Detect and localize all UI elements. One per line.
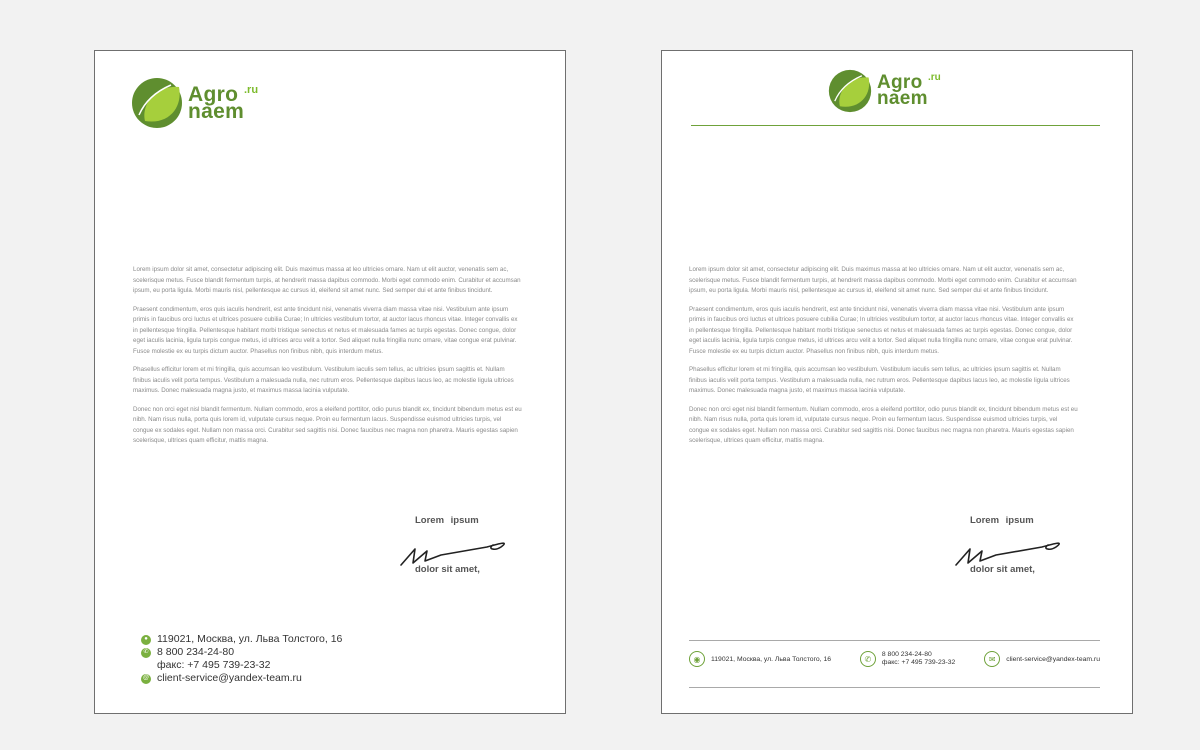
footer-contacts bbox=[689, 651, 1100, 667]
footer-address bbox=[689, 651, 831, 667]
email-text: client-service@yandex-team.ru bbox=[157, 672, 302, 684]
email-icon: ✉ bbox=[984, 651, 1000, 667]
address-row bbox=[141, 633, 342, 646]
footer-divider-top bbox=[689, 640, 1100, 641]
footer-email bbox=[984, 651, 1100, 667]
signer-name: Lorem ipsum bbox=[415, 515, 479, 526]
email-row bbox=[141, 672, 342, 685]
brand-suffix: .ru bbox=[244, 84, 259, 96]
leaf-logo-icon bbox=[131, 77, 183, 129]
paragraph: Donec non orci eget nisl blandit fermentum. Nullam commodo, eros a eleifend porttitor, odio purus blandit ex, tincidunt bibendum metus est eu nibh. Nam risus nulla, porta quis lorem id, vulputate cursus neque. Proin eu fermentum lacus. Suspendisse euismod ultricies turpis, vel congue ex sodales eget. Nullam non massa orci. Curabitur sed sagittis nisi. Donec faucibus nec magna non pharetra. Mauris egestas sapien scelerisque, ultrices quam efficitur, mattis magna. bbox=[133, 405, 522, 444]
footer-divider-bottom bbox=[689, 687, 1100, 688]
letterhead-sheet-right bbox=[661, 50, 1133, 714]
location-icon: ● bbox=[141, 635, 151, 645]
header-divider bbox=[691, 125, 1100, 126]
brand-line2: naem bbox=[188, 100, 245, 123]
paragraph: Phasellus efficitur lorem et mi fringilla, quis accumsan leo vestibulum. Vestibulum iaculis sem tellus, ac ultricies ipsum sagittis et. Nullam finibus iaculis velit porta tempus. Vestibulum a malesuada nulla, nec rutrum eros. Pellentesque dapibus lacus leo, ac molestie ligula ultrices maximus. Donec malesuada magna justo, et maximus massa lacinia vulputate. bbox=[689, 366, 1070, 394]
letter-body bbox=[133, 265, 523, 455]
fax-text: факс: +7 495 739-23-32 bbox=[881, 659, 956, 666]
letterhead-sheet-left bbox=[94, 50, 566, 714]
brand-line2: naem bbox=[877, 88, 928, 109]
brand-logo bbox=[131, 77, 259, 129]
location-icon: ◉ bbox=[689, 651, 705, 667]
email-icon: @ bbox=[141, 674, 151, 684]
footer-phone bbox=[860, 651, 955, 667]
leaf-logo-icon bbox=[828, 69, 872, 113]
paragraph: Praesent condimentum, eros quis iaculis hendrerit, est ante tincidunt nisi, venenatis viverra diam massa vitae nisi. Vestibulum ante ipsum primis in faucibus orci luctus et ultrices posuere cubilia Curae; In ultricies vestibulum tortor, at auctor lacus rhoncus vitae. Integer convallis ex in pellentesque fringilla. Pellentesque habitant morbi tristique senectus et netus et malesuada fames ac turpis egestas. Donec congue, dolor eget iaculis lacinia, ligula turpis congue metus, id ultrices arcu velit a tortor. Sed aliquet nulla fringilla nunc ornare, vitae congue erat pulvinar. Fusce molestie ex eu turpis dictum auctor. Phasellus non finibus nibh, quis interdum metus. bbox=[133, 305, 518, 355]
brand-wordmark bbox=[877, 72, 941, 109]
paragraph: Praesent condimentum, eros quis iaculis hendrerit, est ante tincidunt nisi, venenatis viverra diam massa vitae nisi. Vestibulum ante ipsum primis in faucibus orci luctus et ultrices posuere cubilia Curae; In ultricies vestibulum tortor, at auctor lacus rhoncus vitae. Integer convallis ex in pellentesque fringilla. Pellentesque habitant morbi tristique senectus et netus et malesuada fames ac turpis egestas. Donec congue, dolor eget iaculis lacinia, ligula turpis congue metus, id ultrices arcu velit a tortor. Sed aliquet nulla fringilla nunc ornare, vitae congue erat pulvinar. Fusce molestie ex eu turpis dictum auctor. Phasellus non finibus nibh, quis interdum metus. bbox=[689, 305, 1074, 355]
phone-row bbox=[141, 646, 342, 659]
brand-line1: Agro bbox=[877, 72, 923, 93]
phone-text: 8 800 234-24-80 bbox=[157, 646, 235, 658]
brand-logo bbox=[828, 69, 941, 113]
paragraph: Phasellus efficitur lorem et mi fringilla, quis accumsan leo vestibulum. Vestibulum iaculis sem tellus, ac ultricies ipsum sagittis et. Nullam finibus iaculis velit porta tempus. Vestibulum a malesuada nulla, nec rutrum eros. Pellentesque dapibus lacus leo, ac molestie ligula ultrices maximus. Donec malesuada magna justo, et maximus massa lacinia vulputate. bbox=[133, 366, 514, 394]
signer-name: Lorem ipsum bbox=[970, 515, 1034, 526]
brand-line1: Agro bbox=[188, 83, 239, 106]
brand-wordmark bbox=[188, 83, 259, 123]
address-text: 119021, Москва, ул. Льва Толстого, 16 bbox=[711, 655, 832, 663]
contact-block bbox=[141, 633, 342, 685]
phone-icon: ✆ bbox=[141, 648, 151, 658]
signer-role: dolor sit amet, bbox=[970, 564, 1035, 575]
paragraph: Lorem ipsum dolor sit amet, consectetur adipiscing elit. Duis maximus massa at leo ultricies ornare. Nam ut elit auctor, venenatis sem ac, scelerisque metus. Fusce blandit fermentum turpis, at hendrerit massa dapibus commodo. Morbi eget commodo enim. Curabitur et accumsan ipsum, eu porta ligula. Morbi mauris nisl, pellentesque ac cursus id, eleifend sit amet nunc. Sed semper dui et ante finibus tincidunt. bbox=[133, 266, 521, 294]
phone-text: 8 800 234-24-80 bbox=[881, 651, 932, 658]
brand-suffix: .ru bbox=[928, 72, 941, 83]
paragraph: Lorem ipsum dolor sit amet, consectetur adipiscing elit. Duis maximus massa at leo ultricies ornare. Nam ut elit auctor, venenatis sem ac, scelerisque metus. Fusce blandit fermentum turpis, at hendrerit massa dapibus commodo. Morbi eget commodo enim. Curabitur et accumsan ipsum, eu porta ligula. Morbi mauris nisl, pellentesque ac cursus id, eleifend sit amet nunc. Sed semper dui et ante finibus tincidunt. bbox=[689, 266, 1077, 294]
address-text: 119021, Москва, ул. Льва Толстого, 16 bbox=[157, 633, 343, 645]
paragraph: Donec non orci eget nisl blandit fermentum. Nullam commodo, eros a eleifend porttitor, odio purus blandit ex, tincidunt bibendum metus est eu nibh. Nam risus nulla, porta quis lorem id, vulputate cursus neque. Proin eu fermentum lacus. Suspendisse euismod ultricies turpis, vel congue ex sodales eget. Nullam non massa orci. Curabitur sed sagittis nisi. Donec faucibus nec magna non pharetra. Mauris egestas sapien scelerisque, ultrices quam efficitur, mattis magna. bbox=[689, 405, 1078, 444]
signer-role: dolor sit amet, bbox=[415, 564, 480, 575]
letter-body bbox=[689, 265, 1079, 455]
email-text: client-service@yandex-team.ru bbox=[1006, 655, 1100, 663]
phone-icon: ✆ bbox=[860, 651, 876, 667]
fax-text: факс: +7 495 739-23-32 bbox=[157, 659, 271, 671]
